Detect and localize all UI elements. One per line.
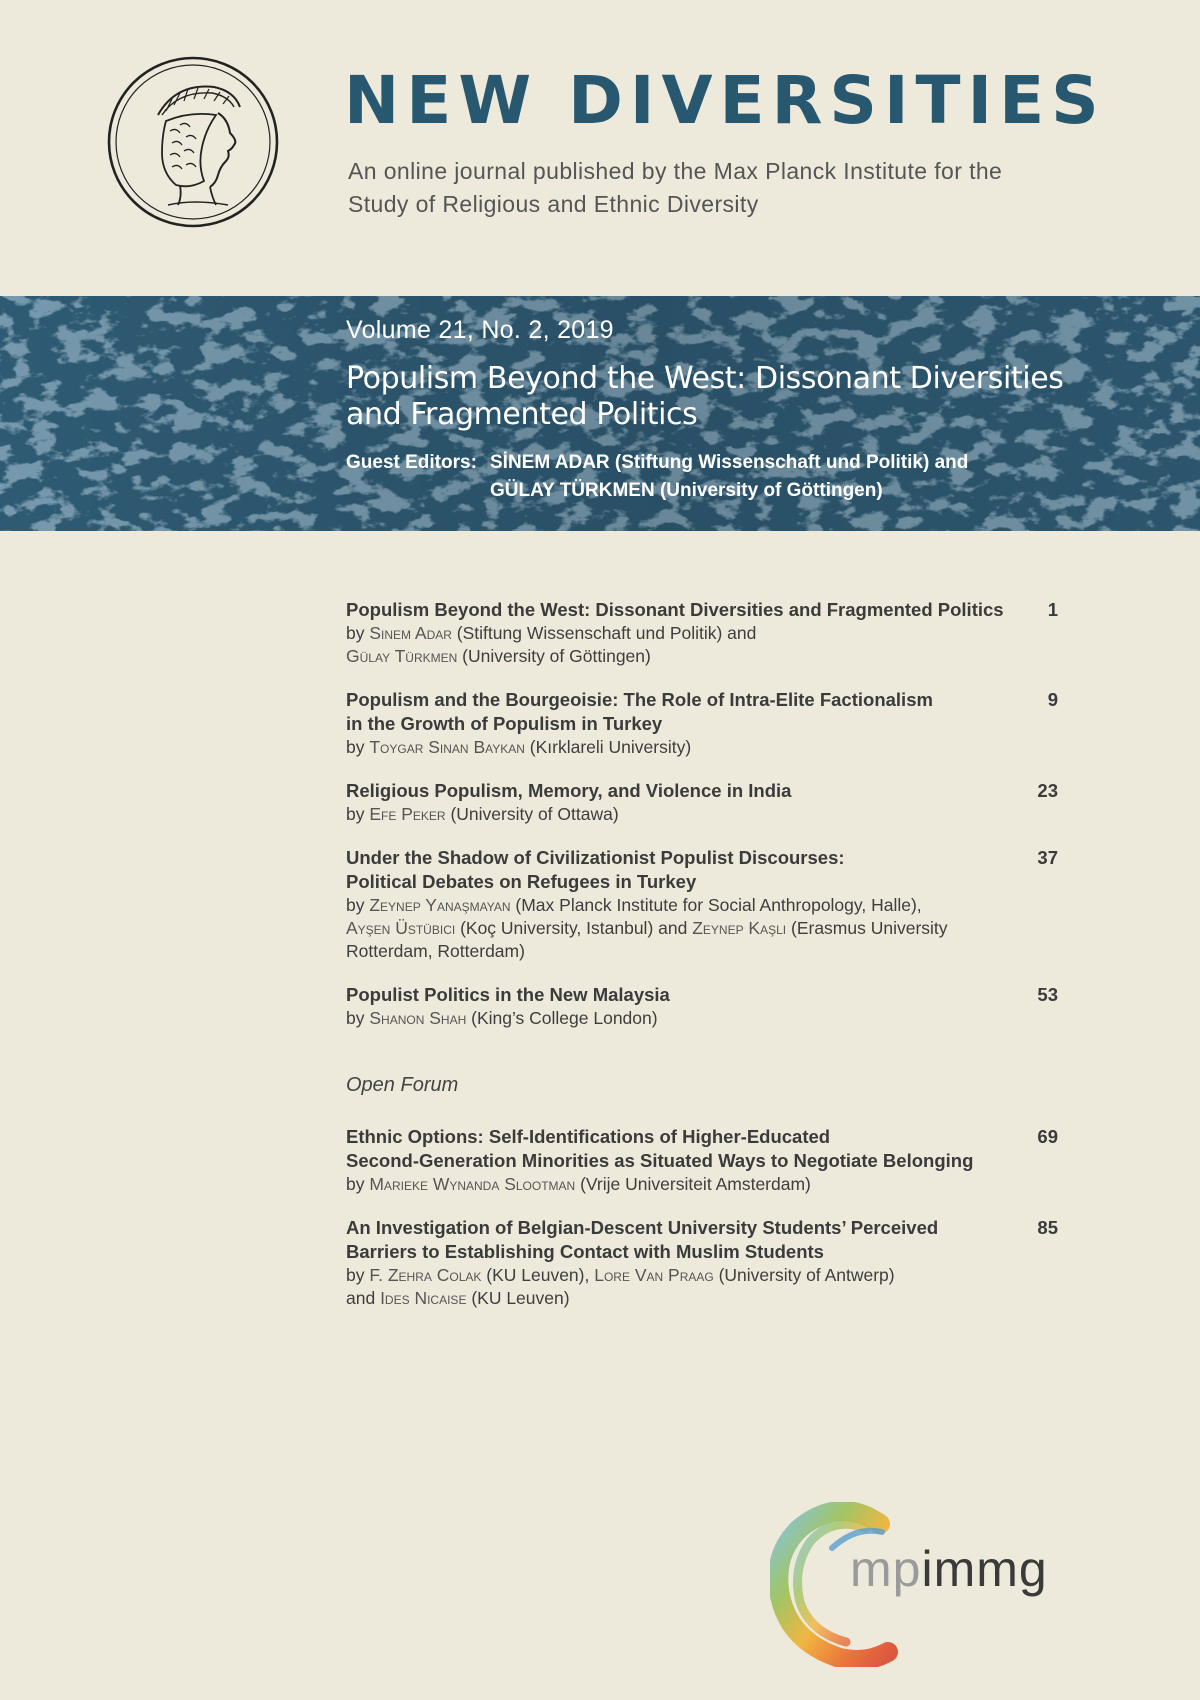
guest-editors — [346, 449, 1166, 505]
banner-content — [346, 316, 1166, 505]
issue-title — [346, 361, 1166, 433]
author-line: by Marieke Wynanda Slootman (Vrije Universiteit Amsterdam) — [346, 1174, 811, 1194]
journal-subtitle — [348, 155, 1088, 221]
toc-entry[interactable] — [346, 846, 1058, 963]
author-name: Ides Nicaise — [380, 1288, 467, 1308]
page-number: 9 — [1047, 689, 1058, 710]
author-name: Zeynep Yanaşmayan — [369, 895, 511, 915]
author-line: by Toygar Sinan Baykan (Kırklareli University) — [346, 737, 692, 757]
page-number: 37 — [1037, 847, 1058, 868]
issue-banner — [0, 296, 1200, 531]
toc-entry[interactable] — [346, 688, 1058, 759]
article-title[interactable]: An Investigation of Belgian-Descent University Students’ Perceived Barriers to Establishing Contact with Muslim Students — [346, 1217, 939, 1262]
page-number: 53 — [1037, 984, 1058, 1005]
author-name: Efe Peker — [369, 804, 446, 824]
logo-text-immg: immg — [921, 1541, 1048, 1597]
author-line: Gülay Türkmen (University of Göttingen) — [346, 646, 651, 666]
author-line: by Sinem Adar (Stiftung Wissenschaft und Politik) and — [346, 623, 757, 643]
issue-title-line-1: Populism Beyond the West: Dissonant Diversities — [346, 361, 1064, 396]
author-line: Rotterdam, Rotterdam) — [346, 941, 525, 961]
minerva-seal-icon — [106, 55, 280, 229]
article-title[interactable]: Populism Beyond the West: Dissonant Diversities and Fragmented Politics — [346, 599, 1004, 620]
guest-editors-line-1: SİNEM ADAR (Stiftung Wissenschaft und Politik) and — [490, 452, 969, 473]
logo-text-mp: mp — [850, 1541, 922, 1597]
toc-entry[interactable] — [346, 598, 1058, 668]
journal-title: NEW DIVERSITIES — [344, 62, 1106, 139]
mpimmg-logo-text — [850, 1540, 1048, 1598]
author-line: by Zeynep Yanaşmayan (Max Planck Institute for Social Anthropology, Halle), — [346, 895, 922, 915]
author-name: Sinem Adar — [369, 623, 452, 643]
page-number: 85 — [1037, 1217, 1058, 1238]
author-line: and Ides Nicaise (KU Leuven) — [346, 1288, 570, 1308]
toc-entry[interactable] — [346, 1125, 1058, 1196]
author-name: Toygar Sinan Baykan — [369, 737, 525, 757]
author-name: Shanon Shah — [369, 1008, 467, 1028]
author-line: by Shanon Shah (King’s College London) — [346, 1008, 658, 1028]
author-name: Lore Van Praag — [594, 1265, 714, 1285]
article-title[interactable]: Religious Populism, Memory, and Violence in India — [346, 780, 792, 801]
article-title[interactable]: Populist Politics in the New Malaysia — [346, 984, 670, 1005]
toc-entry[interactable] — [346, 779, 1058, 826]
author-name: Zeynep Kaşlı — [692, 918, 787, 938]
author-line: Ayşen Üstübici (Koç University, Istanbul) and Zeynep Kaşlı (Erasmus University — [346, 918, 948, 938]
page-number: 69 — [1037, 1126, 1058, 1147]
guest-editors-line-2: GÜLAY TÜRKMEN (University of Göttingen) — [490, 480, 883, 501]
volume-label: Volume 21, No. 2, 2019 — [346, 316, 614, 344]
article-title[interactable]: Under the Shadow of Civilizationist Populist Discourses: Political Debates on Refugees in Turkey — [346, 847, 845, 892]
issue-title-line-2: and Fragmented Politics — [346, 397, 698, 432]
author-name: F. Zehra Colak — [369, 1265, 482, 1285]
author-name: Gülay Türkmen — [346, 646, 458, 666]
author-line: by Efe Peker (University of Ottawa) — [346, 804, 619, 824]
toc-entry[interactable] — [346, 983, 1058, 1030]
toc-entry[interactable] — [346, 1216, 1058, 1310]
subtitle-line-1: An online journal published by the Max Planck Institute for the — [348, 158, 1003, 184]
article-title[interactable]: Populism and the Bourgeoisie: The Role of Intra-Elite Factionalism in the Growth of Populism in Turkey — [346, 689, 933, 734]
page-number: 1 — [1047, 599, 1058, 620]
guest-editors-label: Guest Editors: — [346, 452, 477, 473]
open-forum-heading: Open Forum — [346, 1074, 459, 1096]
subtitle-line-2: Study of Religious and Ethnic Diversity — [348, 191, 759, 217]
page-number: 23 — [1037, 780, 1058, 801]
author-name: Marieke Wynanda Slootman — [369, 1174, 576, 1194]
author-name: Ayşen Üstübici — [346, 918, 456, 938]
author-line: by F. Zehra Colak (KU Leuven), Lore Van Praag (University of Antwerp) — [346, 1265, 895, 1285]
table-of-contents — [346, 598, 1058, 1330]
article-title[interactable]: Ethnic Options: Self-Identifications of Higher-Educated Second-Generation Minorities as Situated Ways to Negotiate Belonging — [346, 1126, 974, 1171]
